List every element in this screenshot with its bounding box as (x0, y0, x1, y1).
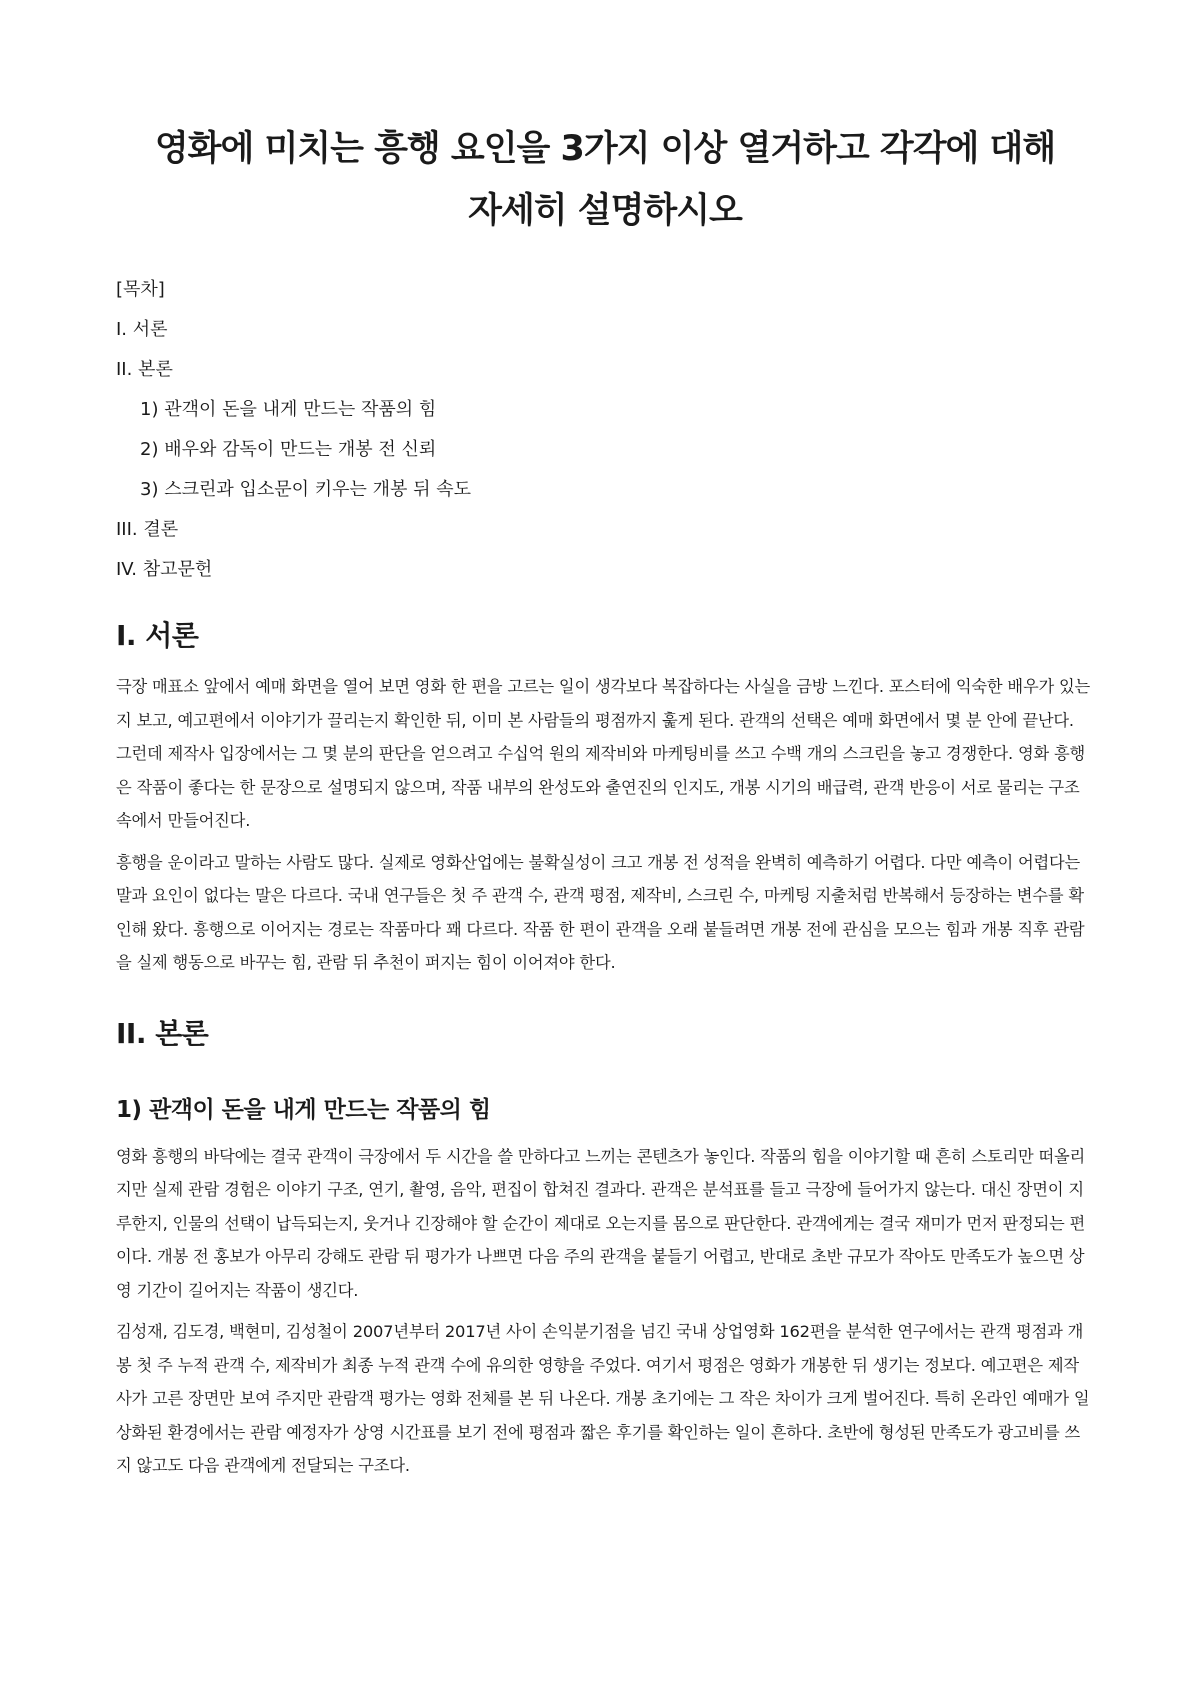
toc-item: II. 본론 (116, 359, 173, 380)
document-title (116, 118, 1094, 242)
body-paragraph: 영화 흥행의 바닥에는 결국 관객이 극장에서 두 시간을 쓸 만하다고 느끼는 콘텐츠가 놓인다. 작품의 힘을 이야기할 때 흔히 스토리만 떠올리지만 실제 관람 경험은 이야기 구조, 연기, 촬영, 음악, 편집이 합쳐진 결과다. 관객은 분석표를 들고 극장에 들어가지 않는다. 대신 장면이 지루한지, 인물의 선택이 납득되는지, 웃거나 긴장해야 할 순간이 제대로 오는지를 몸으로 판단한다. 관객에게는 결국 재미가 먼저 판정되는 편이다. 개봉 전 홍보가 아무리 강해도 관람 뒤 평가가 나쁘면 다음 주의 관객을 붙들기 어렵고, 반대로 초반 규모가 작아도 만족도가 높으면 상영 기간이 길어지는 작품이 생긴다. (116, 1146, 1086, 1300)
document-title-line1: 영화에 미치는 흥행 요인을 3가지 이상 열거하고 각각에 대해 (154, 129, 1056, 169)
intro-paragraph: 흥행을 운이라고 말하는 사람도 많다. 실제로 영화산업에는 불확실성이 크고 개봉 전 성적을 완벽히 예측하기 어렵다. 다만 예측이 어렵다는 말과 요인이 없다는 말은 다르다. 국내 연구들은 첫 주 관객 수, 관객 평점, 제작비, 스크린 수, 마케팅 지출처럼 반복해서 등장하는 변수를 확인해 왔다. 흥행으로 이어지는 경로는 작품마다 꽤 다르다. 작품 한 편이 관객을 오래 붙들려면 개봉 전에 관심을 모으는 힘과 개봉 직후 관람을 실제 행동으로 바꾸는 힘, 관람 뒤 추천이 퍼지는 힘이 이어져야 한다. (116, 852, 1085, 972)
toc-heading: [목차] (116, 279, 165, 300)
toc-subitem: 2) 배우와 감독이 만드는 개봉 전 신뢰 (140, 439, 437, 460)
body-heading: II. 본론 (116, 1016, 209, 1050)
intro-heading: I. 서론 (116, 619, 199, 652)
toc-subitem: 1) 관객이 돈을 내게 만드는 작품의 힘 (140, 399, 437, 420)
table-of-contents (116, 270, 1094, 590)
toc-item: I. 서론 (116, 319, 168, 340)
intro-paragraph: 극장 매표소 앞에서 예매 화면을 열어 보면 영화 한 편을 고르는 일이 생각보다 복잡하다는 사실을 금방 느낀다. 포스터에 익숙한 배우가 있는지 보고, 예고편에서 이야기가 끌리는지 확인한 뒤, 이미 본 사람들의 평점까지 훑게 된다. 관객의 선택은 예매 화면에서 몇 분 안에 끝난다. 그런데 제작사 입장에서는 그 몇 분의 판단을 얻으려고 수십억 원의 제작비와 마케팅비를 쓰고 수백 개의 스크린을 놓고 경쟁한다. 영화 흥행은 작품이 좋다는 한 문장으로 설명되지 않으며, 작품 내부의 완성도와 출연진의 인지도, 개봉 시기의 배급력, 관객 반응이 서로 물리는 구조 속에서 만들어진다. (116, 677, 1091, 830)
document-title-line2: 자세히 설명하시오 (468, 191, 742, 231)
body-paragraph: 김성재, 김도경, 백현미, 김성철이 2007년부터 2017년 사이 손익분기점을 넘긴 국내 상업영화 162편을 분석한 연구에서는 관객 평점과 개봉 첫 주 누적 관객 수, 제작비가 최종 누적 관객 수에 유의한 영향을 주었다. 여기서 평점은 영화가 개봉한 뒤 생기는 정보다. 예고편은 제작사가 고른 장면만 보여 주지만 관람객 평가는 영화 전체를 본 뒤 나온다. 개봉 초기에는 그 작은 차이가 크게 벌어진다. 특히 온라인 예매가 일상화된 환경에서는 관람 예정자가 상영 시간표를 보기 전에 평점과 짧은 후기를 확인하는 일이 흔하다. 초반에 형성된 만족도가 광고비를 쓰지 않고도 다음 관객에게 전달되는 구조다. (116, 1322, 1090, 1475)
toc-subitem: 3) 스크린과 입소문이 키우는 개봉 뒤 속도 (140, 479, 472, 500)
toc-item: IV. 참고문헌 (116, 559, 213, 580)
toc-item: III. 결론 (116, 519, 179, 540)
subsection-heading: 1) 관객이 돈을 내게 만드는 작품의 힘 (116, 1096, 491, 1123)
